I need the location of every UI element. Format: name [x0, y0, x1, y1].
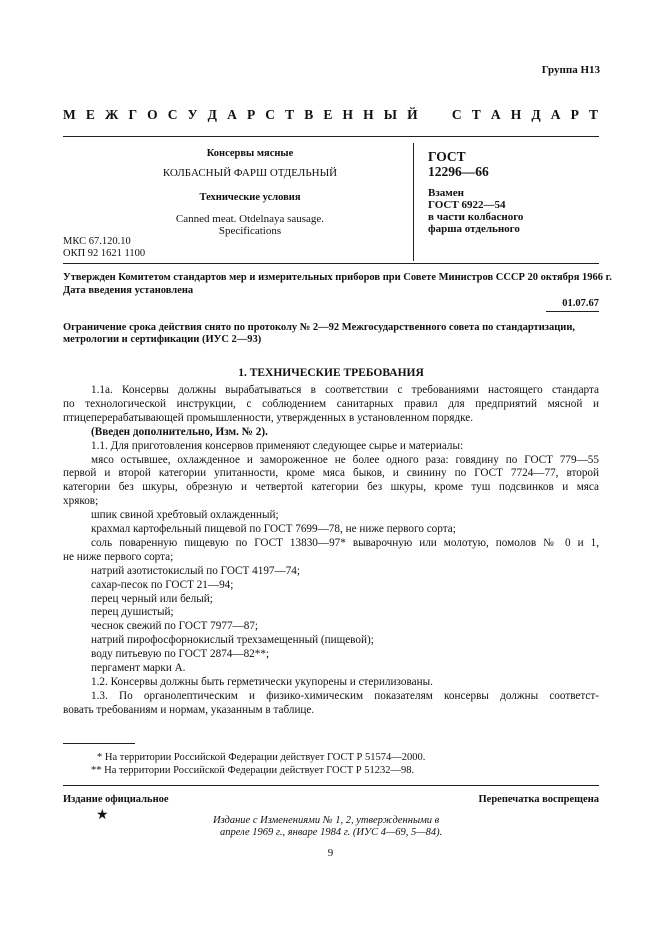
- banner-letter: Е: [323, 107, 333, 122]
- english-title-line1: Canned meat. Otdelnaya sausage.: [175, 213, 325, 225]
- gost-label: ГОСТ: [428, 149, 466, 164]
- reprint-prohibited: Перепечатка воспрещена: [478, 794, 599, 805]
- text-line: воду питьевую по ГОСТ 2874—82**;: [91, 648, 270, 661]
- gost-number: 12296—66: [428, 164, 489, 179]
- banner-letter: Ж: [104, 107, 119, 122]
- text-line: 1.2. Консервы должны быть герметически укупорены и стерилизованы.: [91, 675, 433, 688]
- introduction-date: 01.07.67: [562, 298, 599, 309]
- text-line: перец душистый;: [91, 606, 174, 619]
- text-line: не ниже первого сорта;: [63, 550, 174, 563]
- text-line: соль поваренную пищевую по ГОСТ 13830—97* выварочную или молотую, помолов № 0 и 1,: [91, 536, 599, 549]
- banner-letter: О: [147, 107, 158, 122]
- header-rule-bottom: [63, 263, 599, 264]
- text-line: чеснок свежий по ГОСТ 7977—87;: [91, 620, 259, 633]
- banner-letter: С: [167, 107, 178, 122]
- banner-letter: Р: [570, 107, 579, 122]
- limitation-line2: метрологии и сертификации (ИУС 2—93): [63, 334, 262, 345]
- banner-letter: Г: [128, 107, 138, 122]
- text-line: по технологической инструкции, с соблюдением санитарных правил для предприятий мясной и: [63, 397, 599, 410]
- group-label: Группа Н13: [541, 64, 600, 76]
- text-line: натрий азотистокислый по ГОСТ 4197—74;: [91, 564, 301, 577]
- banner-letter: Н: [342, 107, 354, 122]
- text-line: пергамент марки А.: [91, 662, 186, 674]
- mks-code: МКС 67.120.10: [63, 236, 131, 247]
- banner-letter: М: [63, 107, 76, 122]
- banner-letter: В: [304, 107, 314, 122]
- limitation-line1: Ограничение срока действия снято по протоколу № 2—92 Межгосударственного совета по стандартизации,: [63, 322, 576, 333]
- text-line: 1.3. По органолептическим и физико-химическим показателям консервы должны соответст-: [91, 689, 599, 702]
- text-line: сахар-песок по ГОСТ 21—94;: [91, 578, 234, 591]
- footnote-2: ** На территории Российской Федерации действует ГОСТ Р 51232—98.: [91, 765, 415, 776]
- banner-letter: С: [451, 107, 462, 122]
- page-number: 9: [327, 847, 334, 859]
- text-line: 1.1а. Консервы должны вырабатываться в соответствии с требованиями настоящего стандарта: [91, 384, 599, 396]
- english-title-line2: Specifications: [218, 225, 282, 237]
- text-line: (Введен дополнительно, Изм. № 2).: [91, 425, 268, 438]
- changes-note-line1: Издание с Изменениями № 1, 2, утвержденными в: [213, 815, 440, 826]
- footer-rule: [63, 785, 599, 786]
- product-category: Консервы мясные: [206, 148, 294, 159]
- banner-letter: Ы: [383, 107, 398, 122]
- text-line: шпик свиной хребтовый охлажденный;: [91, 509, 279, 522]
- banner-letter: Д: [531, 107, 541, 122]
- text-line: перец черный или белый;: [91, 592, 213, 605]
- banner-letter: А: [227, 107, 237, 122]
- banner-letter: Т: [471, 107, 481, 122]
- document-subtitle: Технические условия: [199, 192, 301, 203]
- replaced-standard: ГОСТ 6922—54: [428, 199, 506, 211]
- banner-letter: А: [550, 107, 561, 122]
- section-title: 1. ТЕХНИЧЕСКИЕ ТРЕБОВАНИЯ: [238, 367, 424, 379]
- replaces-label: Взамен: [428, 187, 464, 199]
- banner-letter: Т: [588, 107, 598, 122]
- replaced-part-line1: в части колбасного: [428, 211, 524, 223]
- header-rule-top: [63, 136, 599, 137]
- banner-letter: Й: [407, 107, 418, 122]
- footnote-rule: [63, 743, 135, 744]
- banner-letter: А: [490, 107, 501, 122]
- approval-line1: Утвержден Комитетом стандартов мер и измерительных приборов при Совете Министров СССР 20 октября 1966 г.: [63, 272, 612, 283]
- banner-letter: Е: [85, 107, 95, 122]
- text-line: первой и второй категории упитанности, кроме мяса быков, и свинину по ГОСТ 7724—77, второй: [63, 467, 599, 480]
- text-line: мясо остывшее, охлажденное и замороженное не более одного раза: говядину по ГОСТ 779—55: [91, 453, 599, 466]
- star-icon: ★: [96, 808, 109, 823]
- banner-letter: У: [187, 107, 198, 122]
- title-divider: [413, 143, 414, 261]
- okp-code: ОКП 92 1621 1100: [63, 248, 146, 259]
- text-line: категории без шкуры, обрезную и четвертой категории без шкуры, кроме туш подсвинков и мяса: [63, 481, 599, 494]
- official-edition: Издание официальное: [63, 794, 169, 805]
- banner-letter: С: [265, 107, 276, 122]
- approval-line2: Дата введения установлена: [63, 285, 194, 296]
- banner-letter: Н: [363, 107, 374, 122]
- text-line: вовать требованиям и нормам, указанным в таблице.: [63, 703, 315, 716]
- interstate-standard-banner: [63, 107, 598, 123]
- banner-letter: Н: [510, 107, 522, 122]
- text-line: натрий пирофосфорнокислый трехзамещенный (пищевой);: [91, 634, 374, 647]
- text-line: крахмал картофельный пищевой по ГОСТ 7699—78, не ниже первого сорта;: [91, 523, 456, 535]
- banner-letter: Д: [207, 107, 217, 122]
- text-line: 1.1. Для приготовления консервов применяют следующее сырье и материалы:: [91, 439, 464, 452]
- banner-letter: Т: [285, 107, 295, 122]
- text-line: хряков;: [63, 495, 99, 508]
- document-title: КОЛБАСНЫЙ ФАРШ ОТДЕЛЬНЫЙ: [162, 167, 338, 179]
- date-underline: [546, 311, 599, 312]
- banner-letter: Р: [246, 107, 256, 122]
- footnote-1: * На территории Российской Федерации действует ГОСТ Р 51574—2000.: [97, 752, 426, 763]
- text-line: птицеперерабатывающей промышленности, утвержденных в установленном порядке.: [63, 411, 474, 424]
- banner-word-gap: [428, 107, 442, 123]
- replaced-part-line2: фарша отдельного: [428, 223, 520, 235]
- changes-note-line2: апреле 1969 г., январе 1984 г. (ИУС 4—69, 5—84).: [220, 827, 443, 838]
